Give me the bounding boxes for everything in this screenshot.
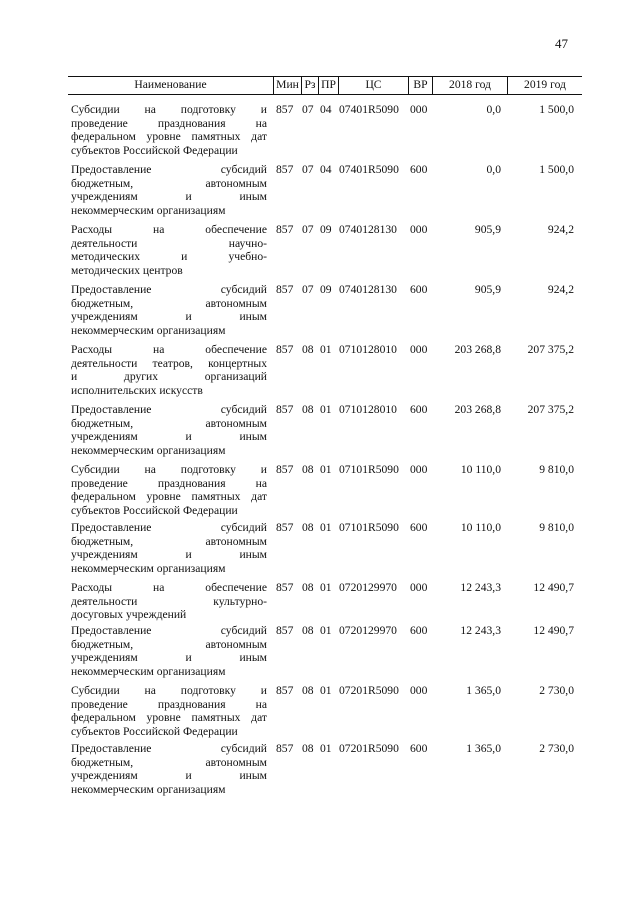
row-2019: 12 490,7 — [533, 624, 574, 637]
table-row — [0, 521, 640, 581]
row-pr: 04 — [320, 163, 332, 176]
row-name-line: субъектов Российской Федерации — [71, 724, 238, 738]
row-cs: 07401R5090 — [339, 103, 399, 116]
row-rz: 08 — [302, 403, 314, 416]
row-2018: 1 365,0 — [466, 684, 501, 697]
row-name-line: федеральном уровне памятных дат — [71, 130, 267, 144]
row-rz: 07 — [302, 103, 314, 116]
row-cs: 0720129970 — [339, 624, 397, 637]
row-pr: 01 — [320, 624, 332, 637]
row-cs: 07101R5090 — [339, 463, 399, 476]
row-2019: 207 375,2 — [527, 403, 574, 416]
table-row — [0, 103, 640, 163]
row-pr: 09 — [320, 283, 332, 296]
row-name — [71, 103, 267, 157]
row-pr: 01 — [320, 684, 332, 697]
row-name-line: деятельности культурно- — [71, 594, 267, 608]
row-min: 857 — [276, 223, 294, 236]
row-name-line: учреждениям и иным — [71, 430, 267, 444]
row-name-line: и других организаций — [71, 370, 267, 384]
row-name — [71, 343, 267, 397]
row-min: 857 — [276, 283, 294, 296]
row-2018: 10 110,0 — [460, 521, 501, 534]
row-name-line: Предоставление субсидий — [71, 163, 267, 176]
row-name-line: некоммерческим организациям — [71, 664, 226, 678]
page-number: 47 — [555, 36, 568, 51]
row-name-line: проведение празднования на — [71, 116, 267, 130]
row-2018: 905,9 — [474, 283, 501, 296]
row-rz: 08 — [302, 581, 314, 594]
table-body — [0, 103, 640, 802]
row-name-line: Субсидии на подготовку и — [71, 103, 267, 116]
table-row — [0, 163, 640, 223]
row-2019: 207 375,2 — [527, 343, 574, 356]
row-cs: 07401R5090 — [339, 163, 399, 176]
row-min: 857 — [276, 403, 294, 416]
row-name-line: некоммерческим организациям — [71, 782, 226, 796]
row-vr: 600 — [410, 163, 428, 176]
row-2019: 12 490,7 — [533, 581, 574, 594]
row-name-line: бюджетным, автономным — [71, 755, 267, 769]
row-name-line: учреждениям и иным — [71, 548, 267, 562]
row-pr: 01 — [320, 581, 332, 594]
header-name: Наименование — [134, 78, 207, 91]
row-name — [71, 742, 267, 796]
row-2019: 1 500,0 — [539, 163, 574, 176]
row-name-line: учреждениям и иным — [71, 190, 267, 204]
row-name-line: досуговых учреждений — [71, 608, 187, 622]
row-pr: 01 — [320, 403, 332, 416]
header-2018: 2018 год — [432, 76, 507, 95]
row-name-line: исполнительских искусств — [71, 383, 203, 397]
row-2018: 12 243,3 — [460, 581, 501, 594]
row-vr: 600 — [410, 624, 428, 637]
row-min: 857 — [276, 624, 294, 637]
row-name-line: Предоставление субсидий — [71, 521, 267, 534]
row-vr: 000 — [410, 463, 428, 476]
row-vr: 000 — [410, 103, 428, 116]
row-name-line: некоммерческим организациям — [71, 323, 226, 337]
row-min: 857 — [276, 343, 294, 356]
row-name-line: бюджетным, автономным — [71, 416, 267, 430]
row-cs: 0720129970 — [339, 581, 397, 594]
row-name-line: Предоставление субсидий — [71, 624, 267, 637]
row-2018: 0,0 — [486, 103, 501, 116]
row-2018: 0,0 — [486, 163, 501, 176]
row-vr: 000 — [410, 343, 428, 356]
row-vr: 000 — [410, 684, 428, 697]
row-name — [71, 463, 267, 517]
row-min: 857 — [276, 103, 294, 116]
table-row — [0, 403, 640, 463]
row-vr: 600 — [410, 521, 428, 534]
row-2019: 9 810,0 — [539, 463, 574, 476]
row-vr: 000 — [410, 223, 428, 236]
row-name-line: федеральном уровне памятных дат — [71, 711, 267, 725]
row-rz: 08 — [302, 521, 314, 534]
row-name-line: Субсидии на подготовку и — [71, 463, 267, 476]
row-name-line: федеральном уровне памятных дат — [71, 490, 267, 504]
row-2019: 2 730,0 — [539, 684, 574, 697]
row-cs: 0710128010 — [339, 403, 397, 416]
row-name-line: проведение празднования на — [71, 697, 267, 711]
row-pr: 01 — [320, 742, 332, 755]
row-name-line: субъектов Российской Федерации — [71, 503, 238, 517]
row-name-line: учреждениям и иным — [71, 769, 267, 783]
row-2019: 2 730,0 — [539, 742, 574, 755]
row-cs: 0740128130 — [339, 223, 397, 236]
row-2019: 924,2 — [547, 283, 574, 296]
row-name-line: деятельности театров, концертных — [71, 356, 267, 370]
row-2018: 10 110,0 — [460, 463, 501, 476]
row-2019: 9 810,0 — [539, 521, 574, 534]
row-name-line: учреждениям и иным — [71, 310, 267, 324]
table-row — [0, 223, 640, 283]
row-2018: 905,9 — [474, 223, 501, 236]
row-name-line: Расходы на обеспечение — [71, 223, 267, 236]
row-name-line: Предоставление субсидий — [71, 403, 267, 416]
table-row — [0, 581, 640, 624]
row-rz: 08 — [302, 343, 314, 356]
row-pr: 01 — [320, 343, 332, 356]
table-row — [0, 684, 640, 742]
row-cs: 07201R5090 — [339, 684, 399, 697]
row-name — [71, 223, 267, 277]
row-name — [71, 581, 267, 622]
row-name — [71, 684, 267, 738]
table-row — [0, 343, 640, 403]
header-min: Мин — [273, 76, 301, 95]
row-name-line: некоммерческим организациям — [71, 443, 226, 457]
row-rz: 08 — [302, 624, 314, 637]
row-min: 857 — [276, 463, 294, 476]
header-rz: Рз — [301, 76, 318, 95]
row-name-line: Предоставление субсидий — [71, 283, 267, 296]
row-pr: 01 — [320, 521, 332, 534]
row-2019: 924,2 — [547, 223, 574, 236]
row-min: 857 — [276, 163, 294, 176]
row-rz: 08 — [302, 684, 314, 697]
row-name-line: некоммерческим организациям — [71, 561, 226, 575]
row-vr: 600 — [410, 283, 428, 296]
row-rz: 08 — [302, 742, 314, 755]
row-name-line: бюджетным, автономным — [71, 637, 267, 651]
row-name — [71, 624, 267, 678]
row-name-line: бюджетным, автономным — [71, 534, 267, 548]
row-min: 857 — [276, 684, 294, 697]
row-name — [71, 283, 267, 337]
row-rz: 07 — [302, 223, 314, 236]
header-pr: ПР — [318, 76, 338, 95]
row-cs: 0740128130 — [339, 283, 397, 296]
row-2018: 203 268,8 — [454, 343, 501, 356]
row-cs: 0710128010 — [339, 343, 397, 356]
row-name-line: методических и учебно- — [71, 250, 267, 264]
table-row — [0, 742, 640, 802]
row-2018: 203 268,8 — [454, 403, 501, 416]
row-name-line: проведение празднования на — [71, 476, 267, 490]
row-pr: 01 — [320, 463, 332, 476]
row-vr: 600 — [410, 403, 428, 416]
row-name — [71, 163, 267, 217]
row-rz: 07 — [302, 163, 314, 176]
row-name-line: методических центров — [71, 263, 183, 277]
row-name-line: бюджетным, автономным — [71, 296, 267, 310]
row-cs: 07201R5090 — [339, 742, 399, 755]
row-min: 857 — [276, 581, 294, 594]
table-row — [0, 463, 640, 521]
row-name-line: учреждениям и иным — [71, 651, 267, 665]
row-name-line: Расходы на обеспечение — [71, 343, 267, 356]
row-pr: 09 — [320, 223, 332, 236]
header-cs: ЦС — [338, 76, 408, 95]
row-name-line: Расходы на обеспечение — [71, 581, 267, 594]
row-2019: 1 500,0 — [539, 103, 574, 116]
table-row — [0, 283, 640, 343]
row-name-line: деятельности научно- — [71, 236, 267, 250]
table-row — [0, 624, 640, 684]
row-cs: 07101R5090 — [339, 521, 399, 534]
row-vr: 600 — [410, 742, 428, 755]
row-name — [71, 521, 267, 575]
header-2019: 2019 год — [507, 76, 582, 95]
row-rz: 07 — [302, 283, 314, 296]
row-vr: 000 — [410, 581, 428, 594]
row-name-line: бюджетным, автономным — [71, 176, 267, 190]
row-name-line: субъектов Российской Федерации — [71, 143, 238, 157]
row-name-line: некоммерческим организациям — [71, 203, 226, 217]
row-rz: 08 — [302, 463, 314, 476]
row-name-line: Предоставление субсидий — [71, 742, 267, 755]
row-min: 857 — [276, 742, 294, 755]
row-name — [71, 403, 267, 457]
row-name-line: Субсидии на подготовку и — [71, 684, 267, 697]
row-2018: 12 243,3 — [460, 624, 501, 637]
row-2018: 1 365,0 — [466, 742, 501, 755]
row-pr: 04 — [320, 103, 332, 116]
header-vr: ВР — [408, 76, 432, 95]
row-min: 857 — [276, 521, 294, 534]
